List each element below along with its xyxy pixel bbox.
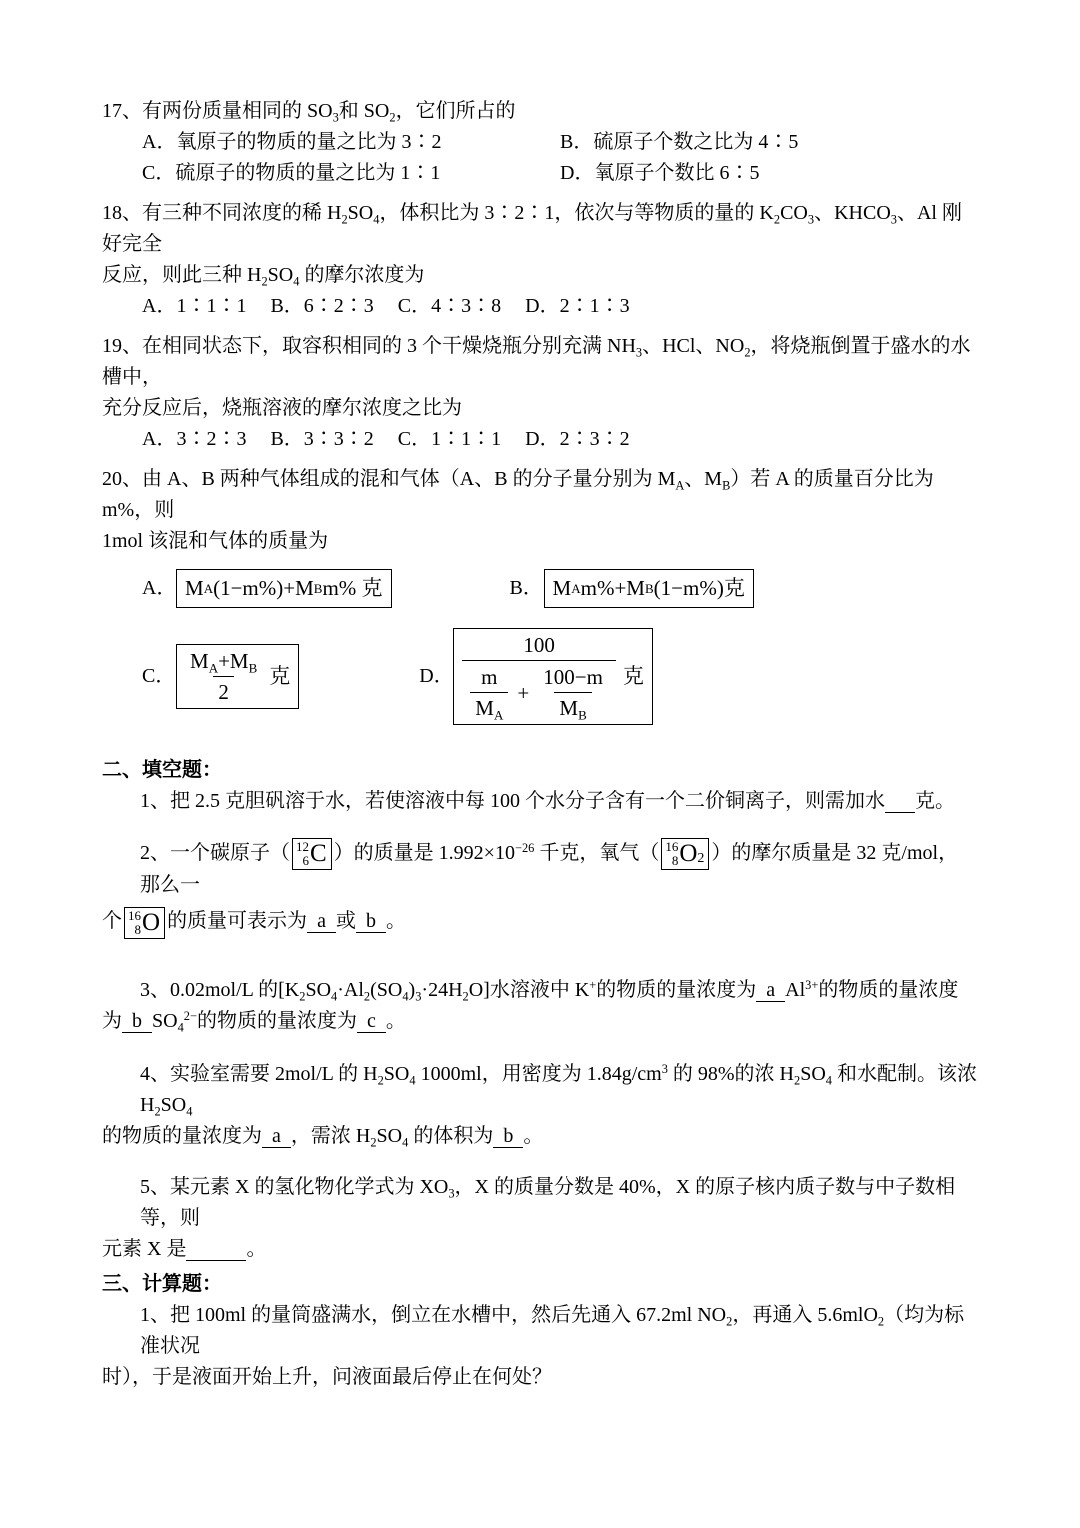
fraction-numerator: $M_A+M_B$ [190, 649, 258, 676]
q18-text-line-1: 18、有三种不同浓度的稀 $H_2SO_4$，体积比为 3∶2∶1，依次与等物质的量的 $K_2CO_3$、$KHCO_3$、Al 刚好完全 [102, 202, 962, 255]
atomic-number: 8 [671, 853, 679, 869]
fill-q2-text-part-2: ）的质量是 $1.992\times 10^{-26}$ 千克，氧气（ [333, 841, 660, 864]
inner-fraction-2-numerator: 100−m [543, 665, 603, 689]
q20-label-b: B． [509, 577, 543, 599]
inner-fraction-2-denominator: $M_B$ [554, 692, 591, 721]
q17-text: 17、有两份质量相同的 $SO_3$和 $SO_2$，它们所占的 [102, 100, 516, 125]
answer-blank: a [307, 910, 336, 933]
isotope-numbers [128, 909, 141, 937]
q20-text-line-1: 20、由 A、B 两种气体组成的混和气体（A、B 的分子量分别为 $M_A$、$M_B$）若 A 的质量百分比为 m%，则 [102, 468, 934, 521]
outer-fraction-denominator [462, 660, 616, 721]
isotope-box-oxygen-16-o2 [661, 838, 709, 870]
fill-q3-line-1: 3、0.02mol/L 的$[K_2SO_4\cdot Al_2(SO_4)_3\cdot 24H_2O]$水溶液中 K+的物质的量浓度为 a $Al^{3+}$的物质的量浓度 [140, 978, 959, 1004]
q19-option-d: D．2∶3∶2 [525, 428, 630, 450]
inner-fraction-1 [470, 664, 508, 721]
q20-formula-box-c [176, 644, 299, 709]
outer-fraction [462, 632, 616, 721]
fill-q3-line-2: 为 b $SO_4^{2-}$的物质的量浓度为 c 。 [102, 1009, 406, 1035]
q17-option-b: B．硫原子个数之比为 4∶5 [560, 131, 799, 153]
fill-q5-line-1: 5、某元素 X 的氢化物化学式为 $XO_3$，X 的质量分数是 40%，X 的原子核内质子数与中子数相等，则 [140, 1175, 956, 1229]
inner-fraction-2 [538, 664, 608, 721]
isotope-box-oxygen-16 [124, 907, 165, 939]
q20-label-c: C． [142, 665, 176, 687]
question-18 [102, 198, 978, 322]
fill-q2-text-part-3: ）的摩尔质量是 32 克/mol，那么一 [140, 842, 959, 897]
q20-formula-box-d [453, 628, 653, 725]
formula-unit: 克 [622, 664, 644, 688]
q17-options-row-2 [102, 158, 978, 189]
molecule-subscript: 2 [697, 851, 705, 867]
fraction [185, 648, 262, 705]
answer-blank: c [356, 1009, 386, 1032]
q20-formula-box-b: M A m%+M B (1−m%)克 [544, 569, 754, 608]
inner-fraction-1-denominator: $M_A$ [470, 692, 508, 721]
calc-q1-line-2: 时），于是液面开始上升，问液面最后停止在何处？ [102, 1365, 552, 1388]
calc-q1-line-1: 1、把 100ml 的量筒盛满水，倒立在水槽中，然后先通入 67.2ml $NO_2$，再通入 5.6mlO$_2$（均为标准状况 [140, 1303, 965, 1357]
q20-formula-box-a: M A (1−m%)+M B m% 克 [176, 569, 392, 608]
q18-text-line-2: 反应，则此三种 $H_2SO_4$ 的摩尔浓度为 [102, 264, 425, 289]
question-20 [102, 464, 978, 725]
question-19 [102, 331, 978, 455]
q20-text-line-2: 1mol 该混和气体的质量为 [102, 530, 329, 552]
q17-options-row-1 [102, 127, 978, 158]
q20-options-row-ab [102, 569, 978, 608]
calculation-heading: 三、计算题： [102, 1272, 222, 1295]
answer-blank: b [493, 1124, 524, 1147]
fill-q2-line-1 [102, 838, 978, 901]
atomic-number: 8 [134, 921, 141, 937]
fill-in-heading: 二、填空题： [102, 759, 222, 781]
q19-text-line-2: 充分反应后，烧瓶溶液的摩尔浓度之比为 [102, 397, 462, 419]
answer-blank: a [756, 978, 786, 1001]
fill-q5-line-2: 元素 X 是 。 [102, 1237, 267, 1260]
q18-options-row [102, 291, 978, 322]
q19-option-a: A．3∶2∶3 [142, 428, 247, 450]
q17-option-c: C．硫原子的物质的量之比为 1∶1 [142, 162, 441, 184]
q20-label-a: A． [142, 577, 177, 599]
q18-option-a: A．1∶1∶1 [142, 295, 247, 317]
q19-option-b: B．3∶3∶2 [270, 428, 374, 450]
answer-blank: b [355, 910, 386, 933]
q17-option-d: D．氧原子个数比 6∶5 [560, 162, 760, 184]
q19-text-line-1: 19、在相同状态下，取容积相同的 3 个干燥烧瓶分别充满 $NH_3$、HCl、$NO_2$，将烧瓶倒置于盛水的水槽中， [102, 335, 971, 388]
q18-option-d: D．2∶1∶3 [525, 295, 630, 317]
isotope-numbers [296, 840, 309, 868]
q18-option-c: C．4∶3∶8 [397, 295, 502, 317]
q17-option-a: A．氧原子的物质的量之比为 3∶2 [142, 131, 442, 153]
fill-q2-text-part-1: 2、一个碳原子（ [140, 842, 290, 864]
question-17 [102, 96, 978, 189]
fill-q2-text-part-5: 的质量可表示为 a 或 b 。 [167, 910, 406, 933]
fill-q1-text: 1、把 2.5 克胆矾溶于水，若使溶液中每 100 个水分子含有一个二价铜离子，则需加水 克。 [140, 790, 955, 812]
isotope-box-carbon-12 [292, 838, 332, 870]
element-symbol: O [679, 840, 698, 868]
q20-options-row-cd [102, 628, 978, 725]
element-symbol: C [310, 840, 327, 868]
fraction-denominator: 2 [213, 676, 234, 705]
answer-blank: a [262, 1124, 291, 1147]
mass-number: 12 [296, 839, 309, 855]
isotope-numbers [665, 840, 678, 868]
fill-q4-line-2: 的物质的量浓度为 a ，需浓 $H_2SO_4$ 的体积为 b 。 [102, 1124, 544, 1150]
atomic-number: 6 [302, 853, 309, 869]
outer-fraction-numerator: 100 [523, 633, 555, 657]
mass-number: 16 [665, 839, 679, 855]
mass-number: 16 [128, 907, 141, 923]
inner-fraction-1-numerator: m [481, 665, 498, 689]
q20-label-d: D． [419, 665, 454, 687]
answer-blank [186, 1239, 246, 1261]
fill-q2-text-part-4: 个 [102, 910, 122, 933]
fill-q4-line-1: 4、实验室需要 2mol/L 的 $H_2SO_4$ 1000ml，用密度为 $1.84g/cm^3$ 的 98%的浓 $H_2SO_4$ 和水配制。该浓 $H_2SO_4$ [140, 1062, 977, 1119]
section-calculation [102, 1269, 978, 1393]
element-symbol: O [142, 908, 161, 936]
formula-unit: 克 [269, 664, 291, 688]
q18-option-b: B．6∶2∶3 [270, 295, 374, 317]
plus-sign: + [517, 680, 530, 705]
q19-options-row [102, 424, 978, 455]
answer-blank [885, 791, 915, 813]
answer-blank: b [122, 1009, 152, 1032]
section-fill-in [102, 755, 978, 1265]
fill-q2-line-2 [102, 906, 978, 938]
q19-option-c: C．1∶1∶1 [397, 428, 502, 450]
